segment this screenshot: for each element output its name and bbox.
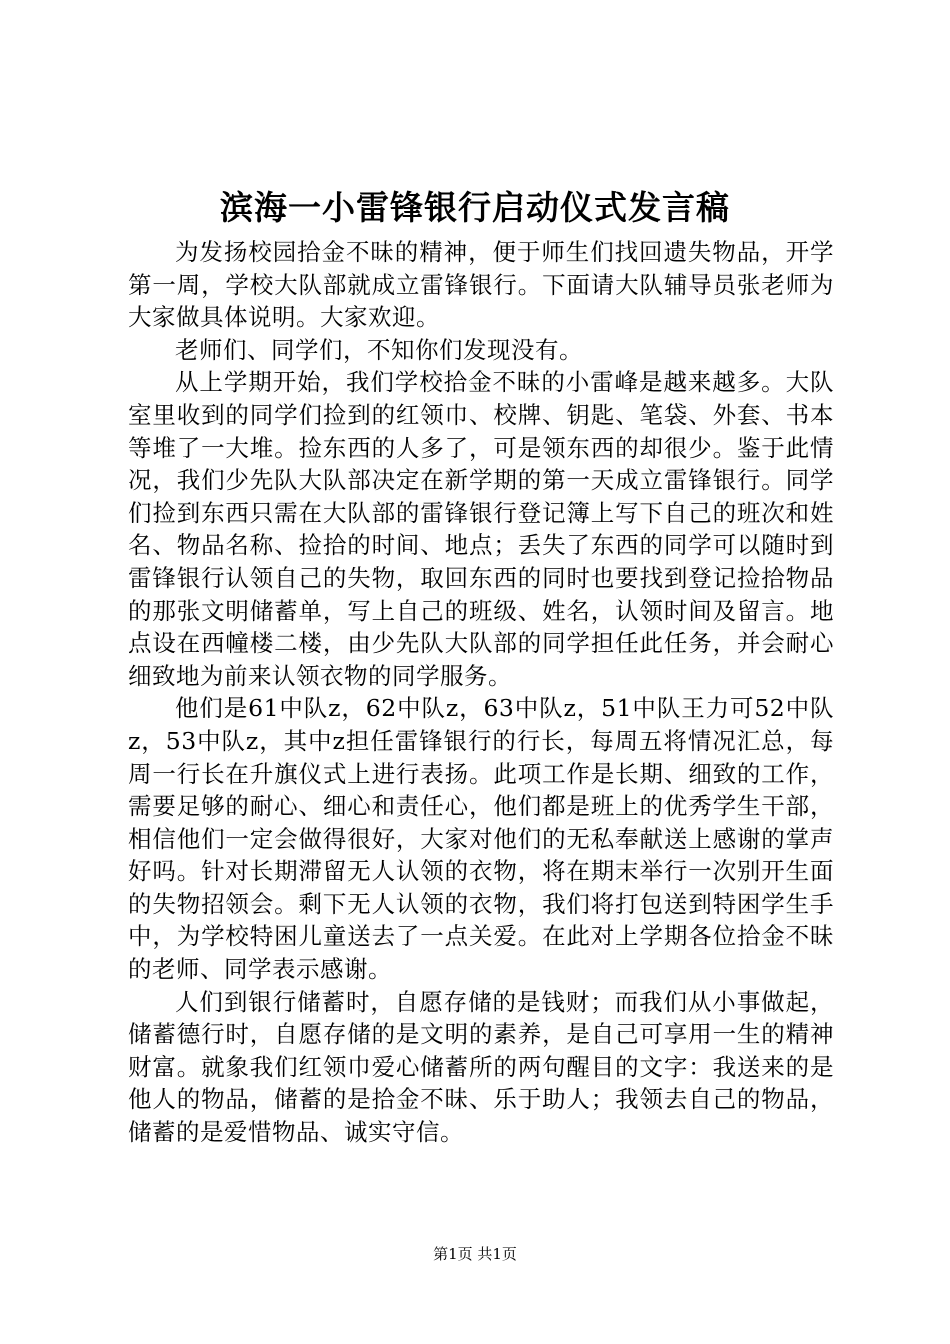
- paragraph-2: 老师们、同学们，不知你们发现没有。: [175, 335, 583, 364]
- document-body: [128, 236, 834, 1149]
- paragraph-4: 他们是61中队z，62中队z，63中队z，51中队王力可52中队z，53中队z，其中z担任雷锋银行的行长，每周五将情况汇总，每周一行长在升旗仪式上进行表扬。此项工作是长期、细致的工作，需要足够的耐心、细心和责任心，他们都是班上的优秀学生干部，相信他们一定会做得很好，大家对他们的无私奉献送上感谢的掌声好吗。针对长期滞留无人认领的衣物，将在期末举行一次别开生面的失物招领会。剩下无人认领的衣物，我们将打包送到特困学生手中，为学校特困儿童送去了一点关爱。在此对上学期各位拾金不昧的老师、同学表示感谢。: [128, 694, 834, 984]
- page-footer: 第1页 共1页: [433, 1245, 517, 1263]
- paragraph-1: 为发扬校园拾金不昧的精神，便于师生们找回遗失物品，开学第一周，学校大队部就成立雷锋银行。下面请大队辅导员张老师为大家做具体说明。大家欢迎。: [128, 238, 834, 332]
- document-title: 滨海一小雷锋银行启动仪式发言稿: [220, 188, 730, 227]
- paragraph-3: 从上学期开始，我们学校拾金不昧的小雷峰是越来越多。大队室里收到的同学们捡到的红领巾、校牌、钥匙、笔袋、外套、书本等堆了一大堆。捡东西的人多了，可是领东西的却很少。鉴于此情况，我们少先队大队部决定在新学期的第一天成立雷锋银行。同学们捡到东西只需在大队部的雷锋银行登记簿上写下自己的班次和姓名、物品名称、捡拾的时间、地点；丢失了东西的同学可以随时到雷锋银行认领自己的失物，取回东西的同时也要找到登记捡拾物品的那张文明储蓄单，写上自己的班级、姓名，认领时间及留言。地点设在西幢楼二楼，由少先队大队部的同学担任此任务，并会耐心细致地为前来认领衣物的同学服务。: [128, 368, 834, 690]
- paragraph-5: 人们到银行储蓄时，自愿存储的是钱财；而我们从小事做起，储蓄德行时，自愿存储的是文明的素养，是自己可享用一生的精神财富。就象我们红领巾爱心储蓄所的两句醒目的文字：我送来的是他人的物品，储蓄的是拾金不昧、乐于助人；我领去自己的物品，储蓄的是爱惜物品、诚实守信。: [128, 987, 834, 1147]
